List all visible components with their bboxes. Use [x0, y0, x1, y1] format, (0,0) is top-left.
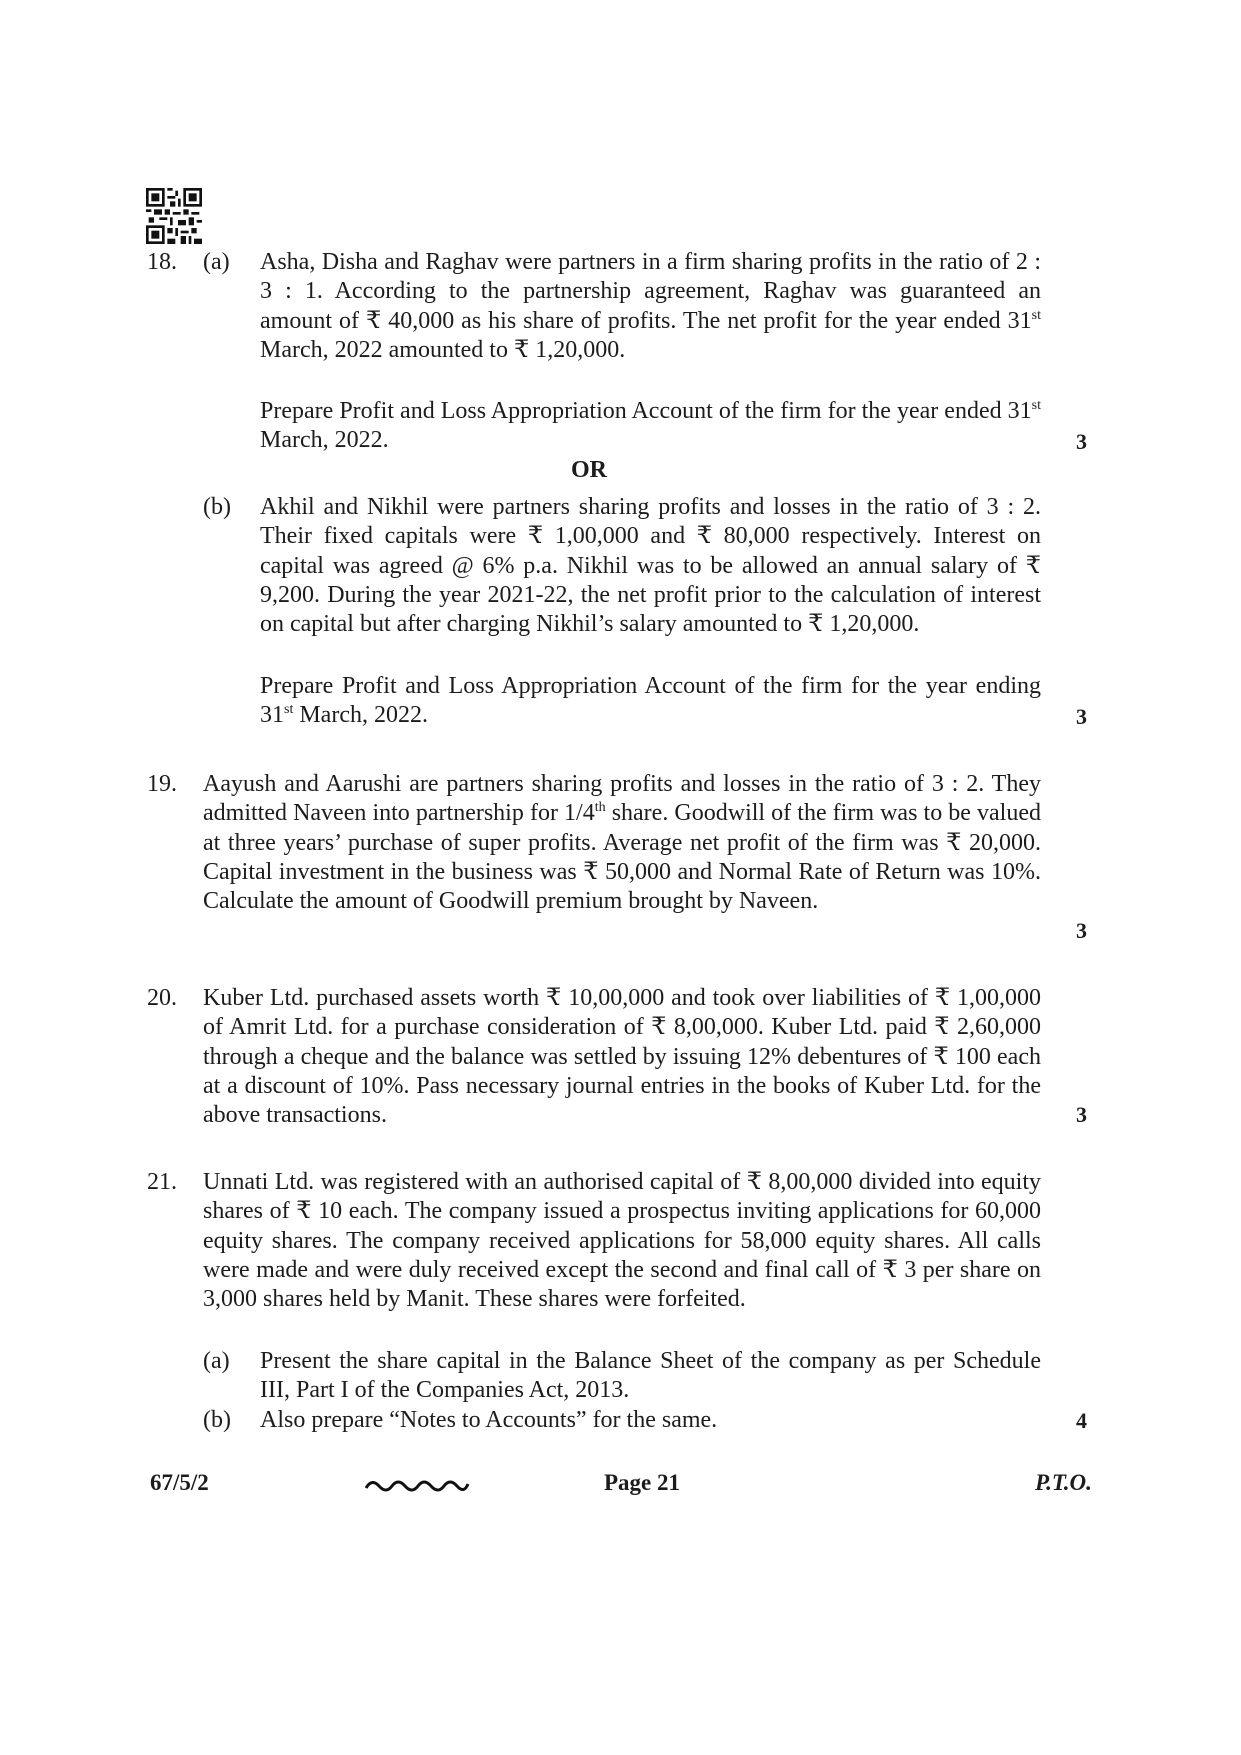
- question-text: Also prepare “Notes to Accounts” for the same.: [260, 1407, 718, 1433]
- question-number: 21.: [147, 1169, 177, 1195]
- question-text: Aayush and Aarushi are partners sharing profits and losses in the ratio of 3 : 2. They admitted Naveen into partnership for 1/4th share. Goodwill of the firm was to be valued at three years’ purchase of super profits. Average net profit of the firm was ₹ 20,000. Capital investment in the business was ₹ 50,000 and Normal Rate of Return was 10%. Calculate the amount of Goodwill premium brought by Naveen.: [203, 771, 1042, 915]
- page-number: Page 21: [604, 1470, 681, 1495]
- sub-question-label: (a): [203, 249, 230, 275]
- sub-question-label: (a): [203, 1348, 230, 1374]
- question-text: Kuber Ltd. purchased assets worth ₹ 10,00,000 and took over liabilities of ₹ 1,00,000 of Amrit Ltd. for a purchase consideration of ₹ 8,00,000. Kuber Ltd. paid ₹ 2,60,000 through a cheque and the balance was settled by issuing 12% debentures of ₹ 100 each at a discount of 10%. Pass necessary journal entries in the books of Kuber Ltd. for the above transactions.: [203, 985, 1041, 1129]
- question-text: Unnati Ltd. was registered with an authorised capital of ₹ 8,00,000 divided into equity shares of ₹ 10 each. The company issued a prospectus inviting applications for 60,000 equity shares. The company received applications for 58,000 equity shares. All calls were made and were duly received except the second and final call of ₹ 3 per share on 3,000 shares held by Manit. These shares were forfeited.: [203, 1169, 1041, 1313]
- paper-code: 67/5/2: [150, 1470, 209, 1495]
- question-text: Present the share capital in the Balance Sheet of the company as per Schedule III, Part I of the Companies Act, 2013.: [260, 1348, 1041, 1404]
- marks: 4: [1076, 1408, 1087, 1433]
- question-instruction: Prepare Profit and Loss Appropriation Account of the firm for the year ending 31st March, 2022.: [260, 673, 1041, 729]
- sub-question-label: (b): [203, 1407, 231, 1433]
- marks: 3: [1076, 918, 1087, 943]
- pto-label: P.T.O.: [1035, 1470, 1092, 1495]
- wave-ornament-icon: [364, 1476, 470, 1496]
- marks: 3: [1076, 429, 1087, 454]
- marks: 3: [1076, 704, 1087, 729]
- sub-question-label: (b): [203, 494, 231, 520]
- or-separator: OR: [571, 457, 607, 483]
- question-number: 18.: [147, 249, 177, 275]
- question-number: 20.: [147, 985, 177, 1011]
- question-number: 19.: [147, 771, 177, 797]
- qr-code: [146, 188, 202, 244]
- question-instruction: Prepare Profit and Loss Appropriation Account of the firm for the year ended 31st March, 2022.: [260, 398, 1041, 454]
- question-text: Asha, Disha and Raghav were partners in a firm sharing profits in the ratio of 2 : 3 : 1. According to the partnership agreement, Raghav was guaranteed an amount of ₹ 40,000 as his share of profits. The net profit for the year ended 31st March, 2022 amounted to ₹ 1,20,000.: [260, 249, 1041, 363]
- marks: 3: [1076, 1102, 1087, 1127]
- question-text: Akhil and Nikhil were partners sharing profits and losses in the ratio of 3 : 2. Their fixed capitals were ₹ 1,00,000 and ₹ 80,000 respectively. Interest on capital was agreed @ 6% p.a. Nikhil was to be allowed an annual salary of ₹ 9,200. During the year 2021-22, the net profit prior to the calculation of interest on capital but after charging Nikhil’s salary amounted to ₹ 1,20,000.: [260, 494, 1041, 638]
